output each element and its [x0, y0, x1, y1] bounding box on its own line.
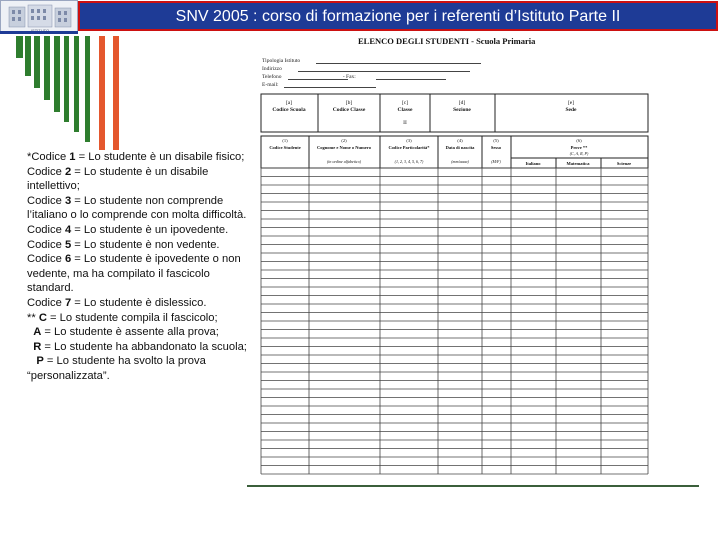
col-codice-scuola: Codice Scuola: [272, 107, 306, 113]
col-codice-particolarita: Codice Particolarità*: [388, 145, 430, 150]
col-sede: Sede: [565, 107, 577, 113]
stripe-green-2: [25, 36, 31, 76]
form-title: ELENCO DEGLI STUDENTI - Scuola Primaria: [358, 36, 536, 46]
svg-text:(6): (6): [576, 138, 582, 143]
svg-text:(5): (5): [493, 138, 499, 143]
col-letter-b: [b]: [345, 100, 353, 106]
col-sesso: Sesso: [490, 145, 502, 150]
legend-item: Codice 2 = Lo studente è un disabile intellettivo;: [27, 165, 209, 193]
svg-text:(1, 2, 3, 4, 5, 6, 7): (1, 2, 3, 4, 5, 6, 7): [394, 159, 424, 164]
stripe-green-3: [34, 36, 40, 88]
col-cognome-nome: Cognome e Nome o Numero: [317, 145, 371, 150]
svg-text:(4): (4): [457, 138, 463, 143]
col-codice-classe: Codice Classe: [332, 107, 366, 113]
legend-item: Codice 5 = Lo studente è non vedente.: [27, 238, 220, 251]
col-prove: Prove **: [570, 145, 588, 150]
col-italiano: Italiano: [525, 161, 541, 166]
col-classe: Classe: [397, 107, 413, 113]
form-meta-line: E-mail:: [262, 82, 279, 88]
legend-item: Codice 4 = Lo studente è un ipovedente.: [27, 223, 229, 236]
logo-caption: ISTITUTO: [30, 28, 50, 32]
legend-item: Codice 6 = Lo studente è ipovedente o non vedente, ma ha compilato il fascicolo standard.: [27, 253, 241, 295]
stripe-orange-2: [113, 36, 119, 150]
legend-item: P = Lo studente ha svolto la prova “personalizzata”.: [27, 355, 206, 382]
svg-text:(M/F): (M/F): [491, 159, 501, 164]
col-codice-studente: Codice Studente: [269, 145, 301, 150]
legend-item: Codice 3 = Lo studente non comprende l’italiano o lo comprende con molta difficoltà.: [27, 194, 247, 222]
stripe-green-7: [74, 36, 79, 132]
col-data-nascita: Data di nascita: [445, 145, 475, 150]
header-bar: [78, 1, 718, 31]
col-letter-d: [d]: [458, 100, 466, 106]
stripe-orange-1: [99, 36, 105, 150]
legend-item: ** C = Lo studente compila il fascicolo;: [27, 311, 218, 324]
svg-text:(in ordine alfabetico): (in ordine alfabetico): [326, 159, 362, 164]
decorative-stripes: [0, 0, 135, 150]
slide-title: SNV 2005 : corso di formazione per i referenti d’Istituto Parte II: [175, 8, 621, 25]
codes-legend: [27, 150, 252, 384]
student-list-form: [258, 36, 650, 476]
svg-text:(C, A, R, P): (C, A, R, P): [569, 151, 589, 156]
col-sezione: Sezione: [453, 107, 471, 113]
stripe-green-8: [85, 36, 90, 142]
col-matematica: Matematica: [566, 161, 590, 166]
stripe-green-4: [44, 36, 50, 100]
form-table: [258, 36, 650, 476]
col-letter-a: [a]: [285, 100, 293, 106]
legend-item: R = Lo studente ha abbandonato la scuola;: [33, 340, 247, 353]
stripe-green-5: [54, 36, 60, 112]
form-meta-line: Tipologia Istituto: [262, 58, 301, 64]
form-meta-line: Telefono - Fax:: [262, 74, 356, 80]
col-classe-value: II: [403, 120, 407, 126]
svg-text:(mm/aaaa): (mm/aaaa): [451, 159, 469, 164]
stripe-green-1: [16, 36, 23, 58]
col-letter-e: [e]: [567, 100, 575, 106]
legend-item: A = Lo studente è assente alla prova;: [33, 326, 219, 339]
stripe-green-6: [64, 36, 69, 122]
col-letter-c: [c]: [401, 100, 409, 106]
legend-item: *Codice 1 = Lo studente è un disabile fisico;: [27, 151, 245, 163]
svg-text:(2): (2): [341, 138, 347, 143]
svg-text:(3): (3): [406, 138, 412, 143]
legend-item: Codice 7 = Lo studente è dislessico.: [27, 296, 207, 309]
svg-text:(1): (1): [282, 138, 288, 143]
bottom-divider: [247, 485, 699, 487]
form-meta-line: Indirizzo: [262, 66, 282, 72]
col-scienze: Scienze: [616, 161, 632, 166]
